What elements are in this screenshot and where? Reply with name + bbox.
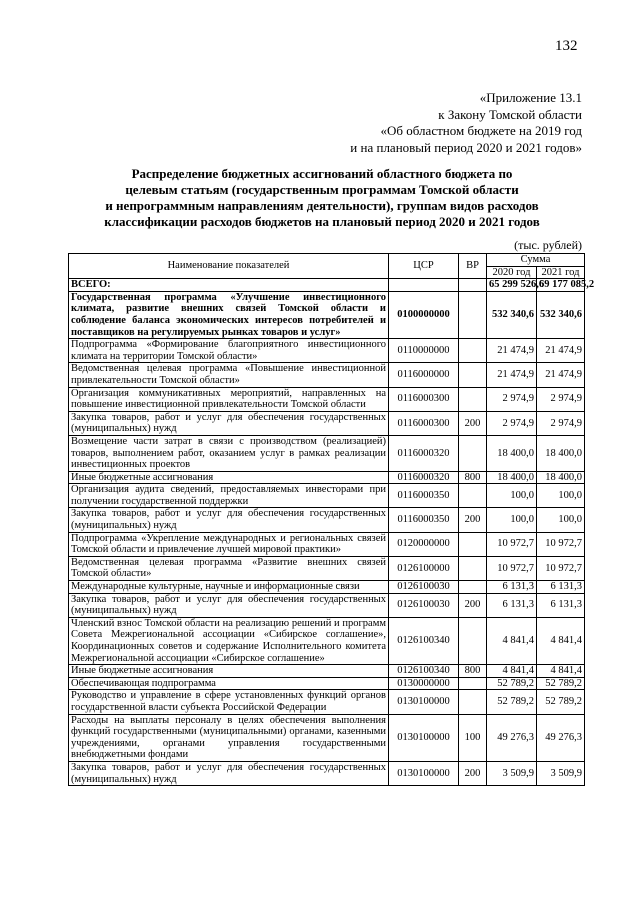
appendix-line: «Приложение 13.1 [479,90,582,105]
row-vr: 200 [459,761,487,785]
row-vr: 800 [459,471,487,484]
row-amount-2021: 6 131,3 [537,593,585,617]
row-name: Подпрограмма «Формирование благоприятного инвестиционного климата на территории Томской области» [69,339,389,363]
table-row [69,435,585,471]
row-amount-2020: 6 131,3 [487,581,537,594]
table-row [69,677,585,690]
row-csr: 0130000000 [389,677,459,690]
table-row [69,508,585,532]
row-name: Руководство и управление в сфере установленных функций органов государственной власти субъекта Российской Федерации [69,690,389,714]
header-year-2020: 2020 год [487,266,537,279]
header-sum: Сумма [487,254,585,267]
row-vr: 200 [459,593,487,617]
title-line: классификации расходов бюджетов на плановый период 2020 и 2021 годов [104,214,540,229]
table-row [69,617,585,664]
row-name: Государственная программа «Улучшение инвестиционного климата, развитие внешних связей Томской области и соблюдение баланса экономических интересов потребителей и поставщиков на регулируемых рынках товаров и услуг» [69,291,389,338]
row-vr [459,556,487,580]
row-amount-2021: 4 841,4 [537,665,585,678]
appendix-line: к Закону Томской области [438,106,582,122]
row-amount-2021: 18 400,0 [537,435,585,471]
row-amount-2021: 18 400,0 [537,471,585,484]
row-vr [459,677,487,690]
table-row [69,484,585,508]
row-csr: 0126100030 [389,593,459,617]
header-vr: ВР [459,254,487,279]
row-csr: 0116000320 [389,435,459,471]
row-name: Ведомственная целевая программа «Повышение инвестиционной привлекательности Томской области» [69,363,389,387]
title-line: целевым статьям (государственным программам Томской области [125,182,519,197]
row-amount-2021: 6 131,3 [537,581,585,594]
row-csr: 0130100000 [389,761,459,785]
row-amount-2021: 10 972,7 [537,556,585,580]
row-amount-2020: 18 400,0 [487,471,537,484]
table-row [69,339,585,363]
row-name: Ведомственная целевая программа «Развитие внешних связей Томской области» [69,556,389,580]
row-vr [459,435,487,471]
title-line: и непрограммным направлениям деятельности), группам видов расходов [105,198,539,213]
row-csr: 0116000000 [389,363,459,387]
row-name: Закупка товаров, работ и услуг для обеспечения государственных (муниципальных) нужд [69,761,389,785]
row-name: Международные культурные, научные и информационные связи [69,581,389,594]
document-title [68,166,576,230]
table-row [69,581,585,594]
row-csr: 0130100000 [389,714,459,761]
row-amount-2021: 52 789,2 [537,690,585,714]
row-name: Закупка товаров, работ и услуг для обеспечения государственных (муниципальных) нужд [69,411,389,435]
row-amount-2020: 3 509,9 [487,761,537,785]
row-amount-2021: 69 177 085,2 [537,279,585,292]
row-vr [459,532,487,556]
row-vr [459,339,487,363]
row-csr: 0116000350 [389,484,459,508]
row-vr: 200 [459,411,487,435]
appendix-line: «Об областном бюджете на 2019 год [380,123,582,138]
row-amount-2021: 532 340,6 [537,291,585,338]
row-csr: 0116000320 [389,471,459,484]
table-row [69,363,585,387]
row-name: Закупка товаров, работ и услуг для обеспечения государственных (муниципальных) нужд [69,508,389,532]
table-row [69,387,585,411]
title-line: Распределение бюджетных ассигнований областного бюджета по [131,166,513,181]
unit-note: (тыс. рублей) [514,238,582,252]
page-number: 132 [555,38,578,54]
row-name: Организация аудита сведений, предоставляемых инвесторами при получении государственной поддержки [69,484,389,508]
table-row [69,690,585,714]
row-amount-2021: 100,0 [537,508,585,532]
table-row [69,665,585,678]
row-csr: 0120000000 [389,532,459,556]
row-csr: 0110000000 [389,339,459,363]
row-amount-2021: 21 474,9 [537,339,585,363]
row-amount-2021: 49 276,3 [537,714,585,761]
row-amount-2020: 52 789,2 [487,690,537,714]
row-vr [459,484,487,508]
row-name: Организация коммуникативных мероприятий, направленных на повышение инвестиционной привлекательности Томской области [69,387,389,411]
row-amount-2020: 10 972,7 [487,532,537,556]
row-amount-2020: 4 841,4 [487,665,537,678]
row-vr [459,363,487,387]
row-vr [459,291,487,338]
row-amount-2020: 10 972,7 [487,556,537,580]
row-amount-2020: 18 400,0 [487,435,537,471]
row-name: Членский взнос Томской области на реализацию решений и программ Совета Межрегиональной ассоциации «Сибирское соглашение», Координационных советов и содержание Исполнительного комитета Межрегиональной ассоциации «Сибирское соглашение» [69,617,389,664]
table-row [69,593,585,617]
row-vr: 800 [459,665,487,678]
row-amount-2021: 3 509,9 [537,761,585,785]
row-amount-2020: 2 974,9 [487,387,537,411]
table-body [69,279,595,786]
row-name: Обеспечивающая подпрограмма [69,677,389,690]
row-name: Расходы на выплаты персоналу в целях обеспечения выполнения функций государственными (муниципальными) органами, казенными учреждениями, органами управления государственными внебюджетными фондами [69,714,389,761]
row-amount-2020: 6 131,3 [487,593,537,617]
row-vr [459,617,487,664]
row-amount-2021: 2 974,9 [537,411,585,435]
row-csr: 0116000350 [389,508,459,532]
row-name: Закупка товаров, работ и услуг для обеспечения государственных (муниципальных) нужд [69,593,389,617]
row-csr: 0100000000 [389,291,459,338]
row-vr: 100 [459,714,487,761]
table-row [69,556,585,580]
table-row [69,532,585,556]
header-year-2021: 2021 год [537,266,585,279]
row-amount-2021: 100,0 [537,484,585,508]
row-amount-2020: 100,0 [487,484,537,508]
row-name: Подпрограмма «Укрепление международных и региональных связей Томской области и привлечение лучшей мировой практики» [69,532,389,556]
row-csr: 0126100000 [389,556,459,580]
row-vr [459,387,487,411]
row-amount-2021: 2 974,9 [537,387,585,411]
header-csr: ЦСР [389,254,459,279]
row-amount-2021: 52 789,2 [537,677,585,690]
row-amount-2020: 65 299 526,6 [487,279,537,292]
row-vr: 200 [459,508,487,532]
row-csr [389,279,459,292]
row-amount-2020: 49 276,3 [487,714,537,761]
table-row [69,714,585,761]
row-name: Возмещение части затрат в связи с производством (реализацией) товаров, выполнением работ, оказанием услуг в рамках реализации инвестиционных проектов [69,435,389,471]
row-vr [459,581,487,594]
table-row [69,411,585,435]
appendix-reference [282,90,582,156]
row-vr [459,690,487,714]
appendix-line: и на плановый период 2020 и 2021 годов» [350,139,582,155]
row-amount-2021: 21 474,9 [537,363,585,387]
table-row [69,471,585,484]
table-row [69,761,585,785]
header-name: Наименование показателей [69,254,389,279]
budget-table [68,253,595,786]
row-name: ВСЕГО: [69,279,389,292]
row-amount-2020: 100,0 [487,508,537,532]
row-amount-2020: 52 789,2 [487,677,537,690]
table-row [69,291,585,338]
row-name: Иные бюджетные ассигнования [69,471,389,484]
row-amount-2020: 4 841,4 [487,617,537,664]
row-csr: 0116000300 [389,387,459,411]
row-csr: 0126100340 [389,665,459,678]
row-amount-2021: 10 972,7 [537,532,585,556]
row-csr: 0130100000 [389,690,459,714]
row-amount-2021: 4 841,4 [537,617,585,664]
row-csr: 0126100340 [389,617,459,664]
row-amount-2020: 21 474,9 [487,363,537,387]
table-row [69,279,585,292]
row-amount-2020: 2 974,9 [487,411,537,435]
row-amount-2020: 532 340,6 [487,291,537,338]
row-csr: 0116000300 [389,411,459,435]
row-name: Иные бюджетные ассигнования [69,665,389,678]
row-csr: 0126100030 [389,581,459,594]
row-amount-2020: 21 474,9 [487,339,537,363]
row-vr [459,279,487,292]
